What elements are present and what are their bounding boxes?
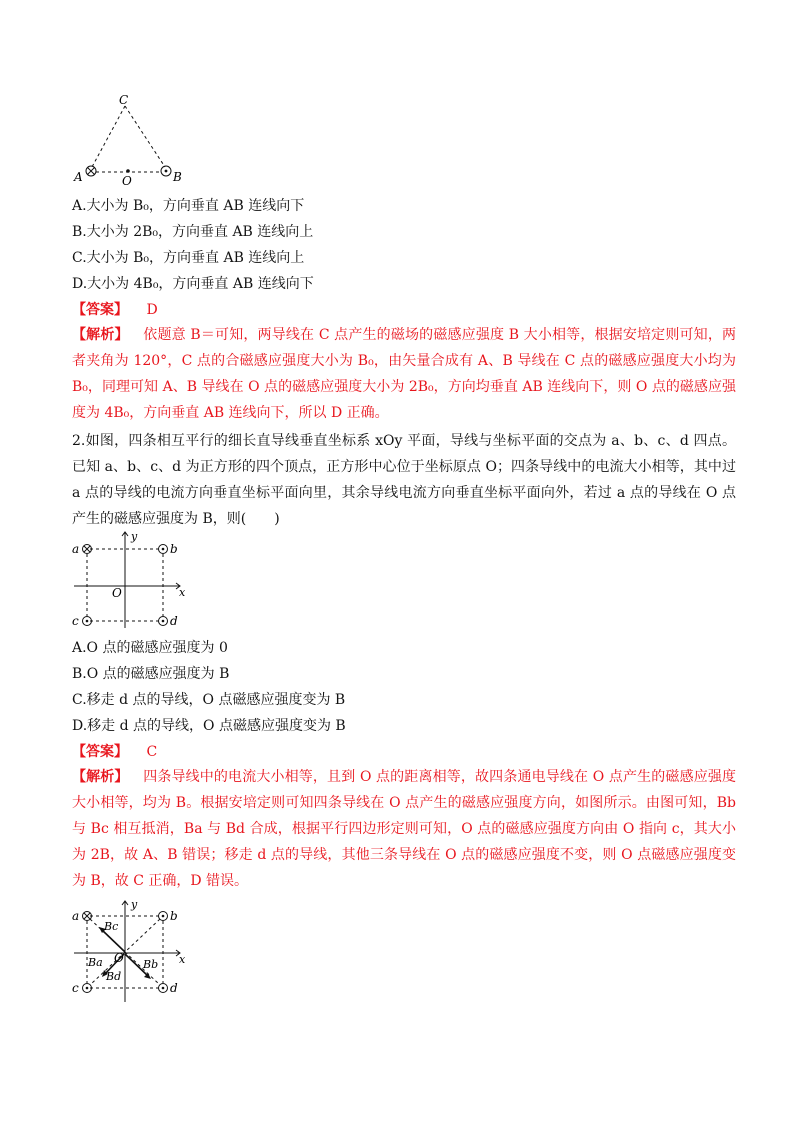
q1-option-c: C.大小为 B₀，方向垂直 AB 连线向上: [72, 250, 305, 266]
current-out-of-page-icon: [159, 617, 168, 626]
analysis-label: 【解析】: [72, 769, 129, 785]
analysis-label: 【解析】: [72, 327, 129, 343]
label-o: O: [114, 951, 124, 965]
q2-option-b: B.O 点的磁感应强度为 B: [72, 666, 230, 682]
q1-option-d: D.大小为 4B₀，方向垂直 AB 连线向下: [72, 276, 314, 292]
current-out-of-page-icon: [159, 912, 168, 921]
label-bc: Bc: [104, 920, 119, 933]
label-o: O: [122, 174, 132, 188]
q1-answer: D: [146, 302, 158, 318]
label-o: O: [112, 586, 122, 600]
current-out-of-page-icon: [161, 166, 171, 176]
q1-option-a: A.大小为 B₀，方向垂直 AB 连线向下: [72, 198, 305, 214]
current-out-of-page-icon: [159, 984, 168, 993]
answer-label: 【答案】: [72, 302, 128, 318]
label-d: d: [170, 981, 178, 995]
q2-analysis: [72, 764, 736, 894]
q2-option-c: C.移走 d 点的导线，O 点磁感应强度变为 B: [72, 692, 346, 708]
q1-option-b: B.大小为 2B₀，方向垂直 AB 连线向上: [72, 224, 314, 240]
label-c: c: [72, 981, 79, 995]
q2-stem: 2.如图，四条相互平行的细长直导线垂直坐标系 xOy 平面，导线与坐标平面的交点为 a、b、c、d 四点。已知 a、b、c、d 为正方形的四个顶点，正方形中心位于坐标原点 O；四条导线中的电流大小相等，其中过 a 点的导线的电流方向垂直坐标平面向里，其余导线电流方向垂直坐标平面向外，若过 a 点的导线在 O 点产生的磁感应强度为 B，则( ): [72, 433, 736, 527]
label-x: x: [179, 953, 186, 966]
answer-label: 【答案】: [72, 744, 128, 760]
label-x: x: [179, 586, 186, 599]
square-wires-figure: [66, 530, 196, 630]
q2-answer-row: [72, 742, 732, 762]
q2-option-a: A.O 点的磁感应强度为 0: [72, 640, 228, 656]
current-into-page-icon: [86, 166, 96, 176]
label-c: c: [72, 614, 79, 628]
point-o-dot: [126, 169, 130, 173]
q2-option-d: D.移走 d 点的导线，O 点磁感应强度变为 B: [72, 718, 346, 734]
q1-answer-row: [72, 300, 732, 320]
vector-diagram-figure: [66, 900, 196, 1005]
q2-answer: C: [146, 744, 158, 760]
label-y: y: [131, 900, 138, 911]
label-a: a: [72, 542, 80, 556]
label-c: C: [119, 93, 129, 107]
label-ba: Ba: [88, 956, 103, 969]
label-y: y: [131, 530, 138, 543]
q1-analysis: [72, 322, 736, 426]
label-b: B: [173, 170, 182, 184]
label-b: b: [170, 909, 178, 923]
label-bb: Bb: [143, 958, 159, 971]
triangle-figure: [60, 90, 200, 190]
label-a: A: [74, 170, 83, 184]
label-bd: Bd: [106, 970, 122, 983]
q2-analysis-text: 四条导线中的电流大小相等，且到 O 点的距离相等，故四条通电导线在 O 点产生的磁感应强度大小相等，均为 B。根据安培定则可知四条导线在 O 点产生的磁感应强度方向，如图所示。由图可知，Bb 与 Bc 相互抵消，Ba 与 Bd 合成，根据平行四边形定则可知，O 点的磁感应强度方向由 O 指向 c，其大小为 2B，故 A、B 错误；移走 d 点的导线，其他三条导线在 O 点的磁感应强度不变，则 O 点磁感应强度变为 B，故 C 正确，D 错误。: [72, 769, 737, 889]
label-a: a: [72, 909, 80, 923]
current-out-of-page-icon: [159, 545, 168, 554]
q1-analysis-text: 依题意 B＝可知，两导线在 C 点产生的磁场的磁感应强度 B 大小相等，根据安培定则可知，两者夹角为 120°，C 点的合磁感应强度大小为 B₀，由矢量合成有 A、B 导线在 C 点的磁感应强度大小均为 B₀，同理可知 A、B 导线在 O 点的磁感应强度大小为 2B₀，方向均垂直 AB 连线向下，则 O 点的磁感应强度为 4B₀，方向垂直 AB 连线向下，所以 D 正确。: [72, 327, 737, 421]
label-d: d: [170, 614, 178, 628]
label-b: b: [170, 542, 178, 556]
